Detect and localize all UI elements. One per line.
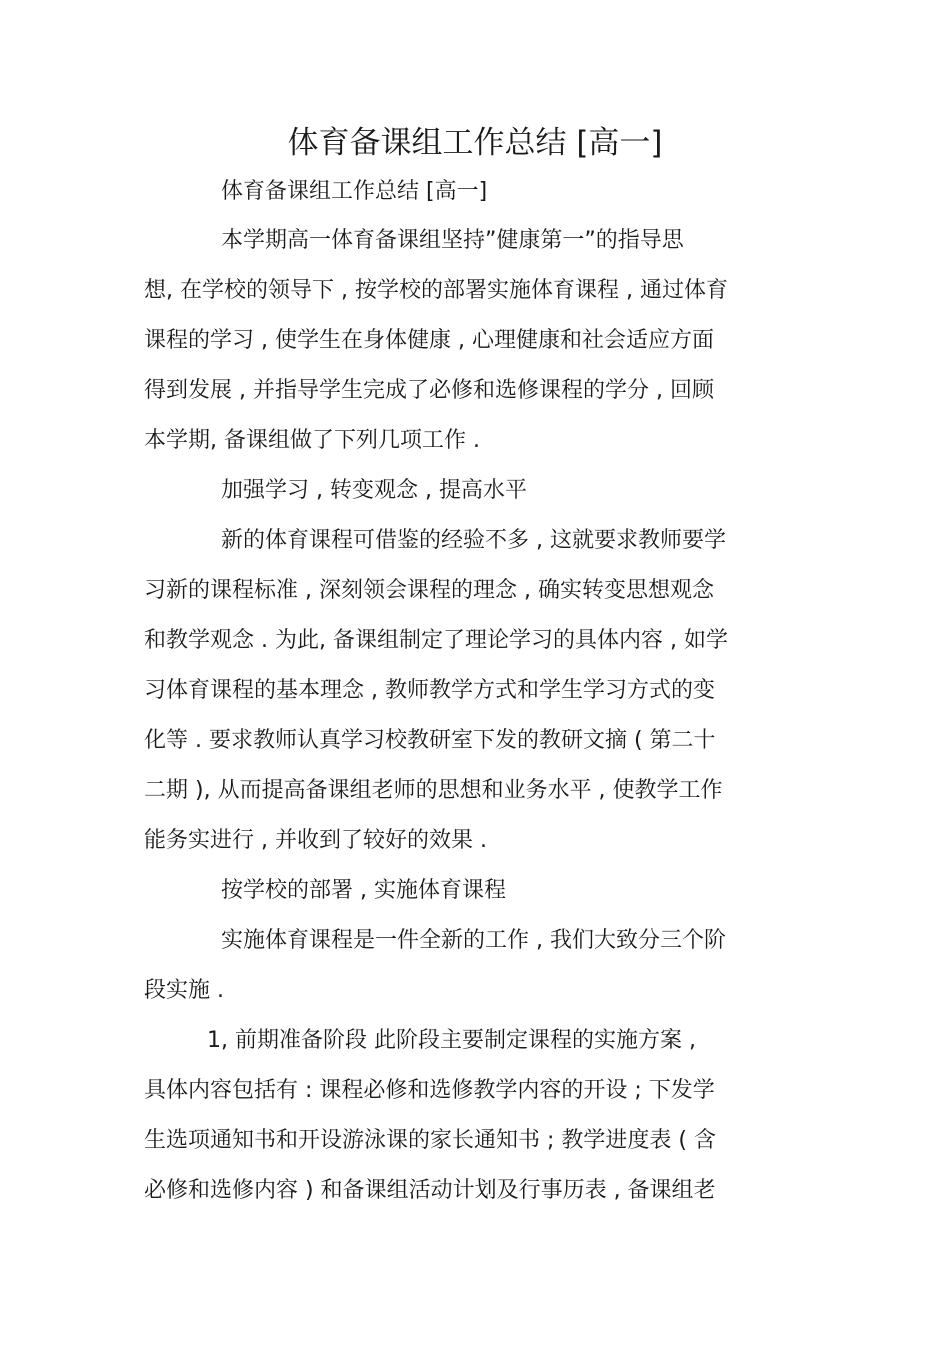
paragraph-line: 生选项通知书和开设游泳课的家长通知书 ; 教学进度表 ( 含 — [144, 1128, 716, 1153]
paragraph-line: 本学期高一体育备课组坚持”健康第一”的指导思 — [221, 228, 684, 253]
subtitle-line: 体育备课组工作总结 [高一] — [221, 179, 488, 204]
numbered-item-line: 1, 前期准备阶段 此阶段主要制定课程的实施方案 , — [207, 1028, 696, 1053]
paragraph-line: 二期 ), 从而提高备课组老师的思想和业务水平 , 使教学工作 — [144, 778, 723, 803]
paragraph-line: 习新的课程标准 , 深刻领会课程的理念 , 确实转变思想观念 — [144, 578, 714, 603]
paragraph-line: 得到发展 , 并指导学生完成了必修和选修课程的学分 , 回顾 — [144, 378, 714, 403]
document-title: 体育备课组工作总结 [高一] — [287, 125, 663, 161]
paragraph-line: 想, 在学校的领导下 , 按学校的部署实施体育课程 , 通过体育 — [144, 278, 728, 303]
paragraph-line: 段实施 . — [144, 978, 224, 1003]
paragraph-line: 化等 . 要求教师认真学习校教研室下发的教研文摘 ( 第二十 — [144, 728, 716, 753]
paragraph-line: 具体内容包括有 : 课程必修和选修教学内容的开设 ; 下发学 — [144, 1078, 715, 1103]
paragraph-line: 课程的学习 , 使学生在身体健康 , 心理健康和社会适应方面 — [144, 328, 714, 353]
section-heading: 按学校的部署 , 实施体育课程 — [221, 878, 506, 903]
section-heading: 加强学习 , 转变观念 , 提高水平 — [221, 478, 527, 503]
paragraph-line: 习体育课程的基本理念 , 教师教学方式和学生学习方式的变 — [144, 678, 715, 703]
paragraph-line: 必修和选修内容 ) 和备课组活动计划及行事历表 , 备课组老 — [144, 1178, 716, 1203]
paragraph-line: 本学期, 备课组做了下列几项工作 . — [144, 428, 480, 453]
paragraph-line: 能务实进行 , 并收到了较好的效果 . — [144, 828, 487, 853]
paragraph-line: 和教学观念 . 为此, 备课组制定了理论学习的具体内容 , 如学 — [144, 628, 728, 653]
paragraph-line: 新的体育课程可借鉴的经验不多 , 这就要求教师要学 — [221, 528, 726, 553]
paragraph-line: 实施体育课程是一件全新的工作 , 我们大致分三个阶 — [221, 928, 726, 953]
